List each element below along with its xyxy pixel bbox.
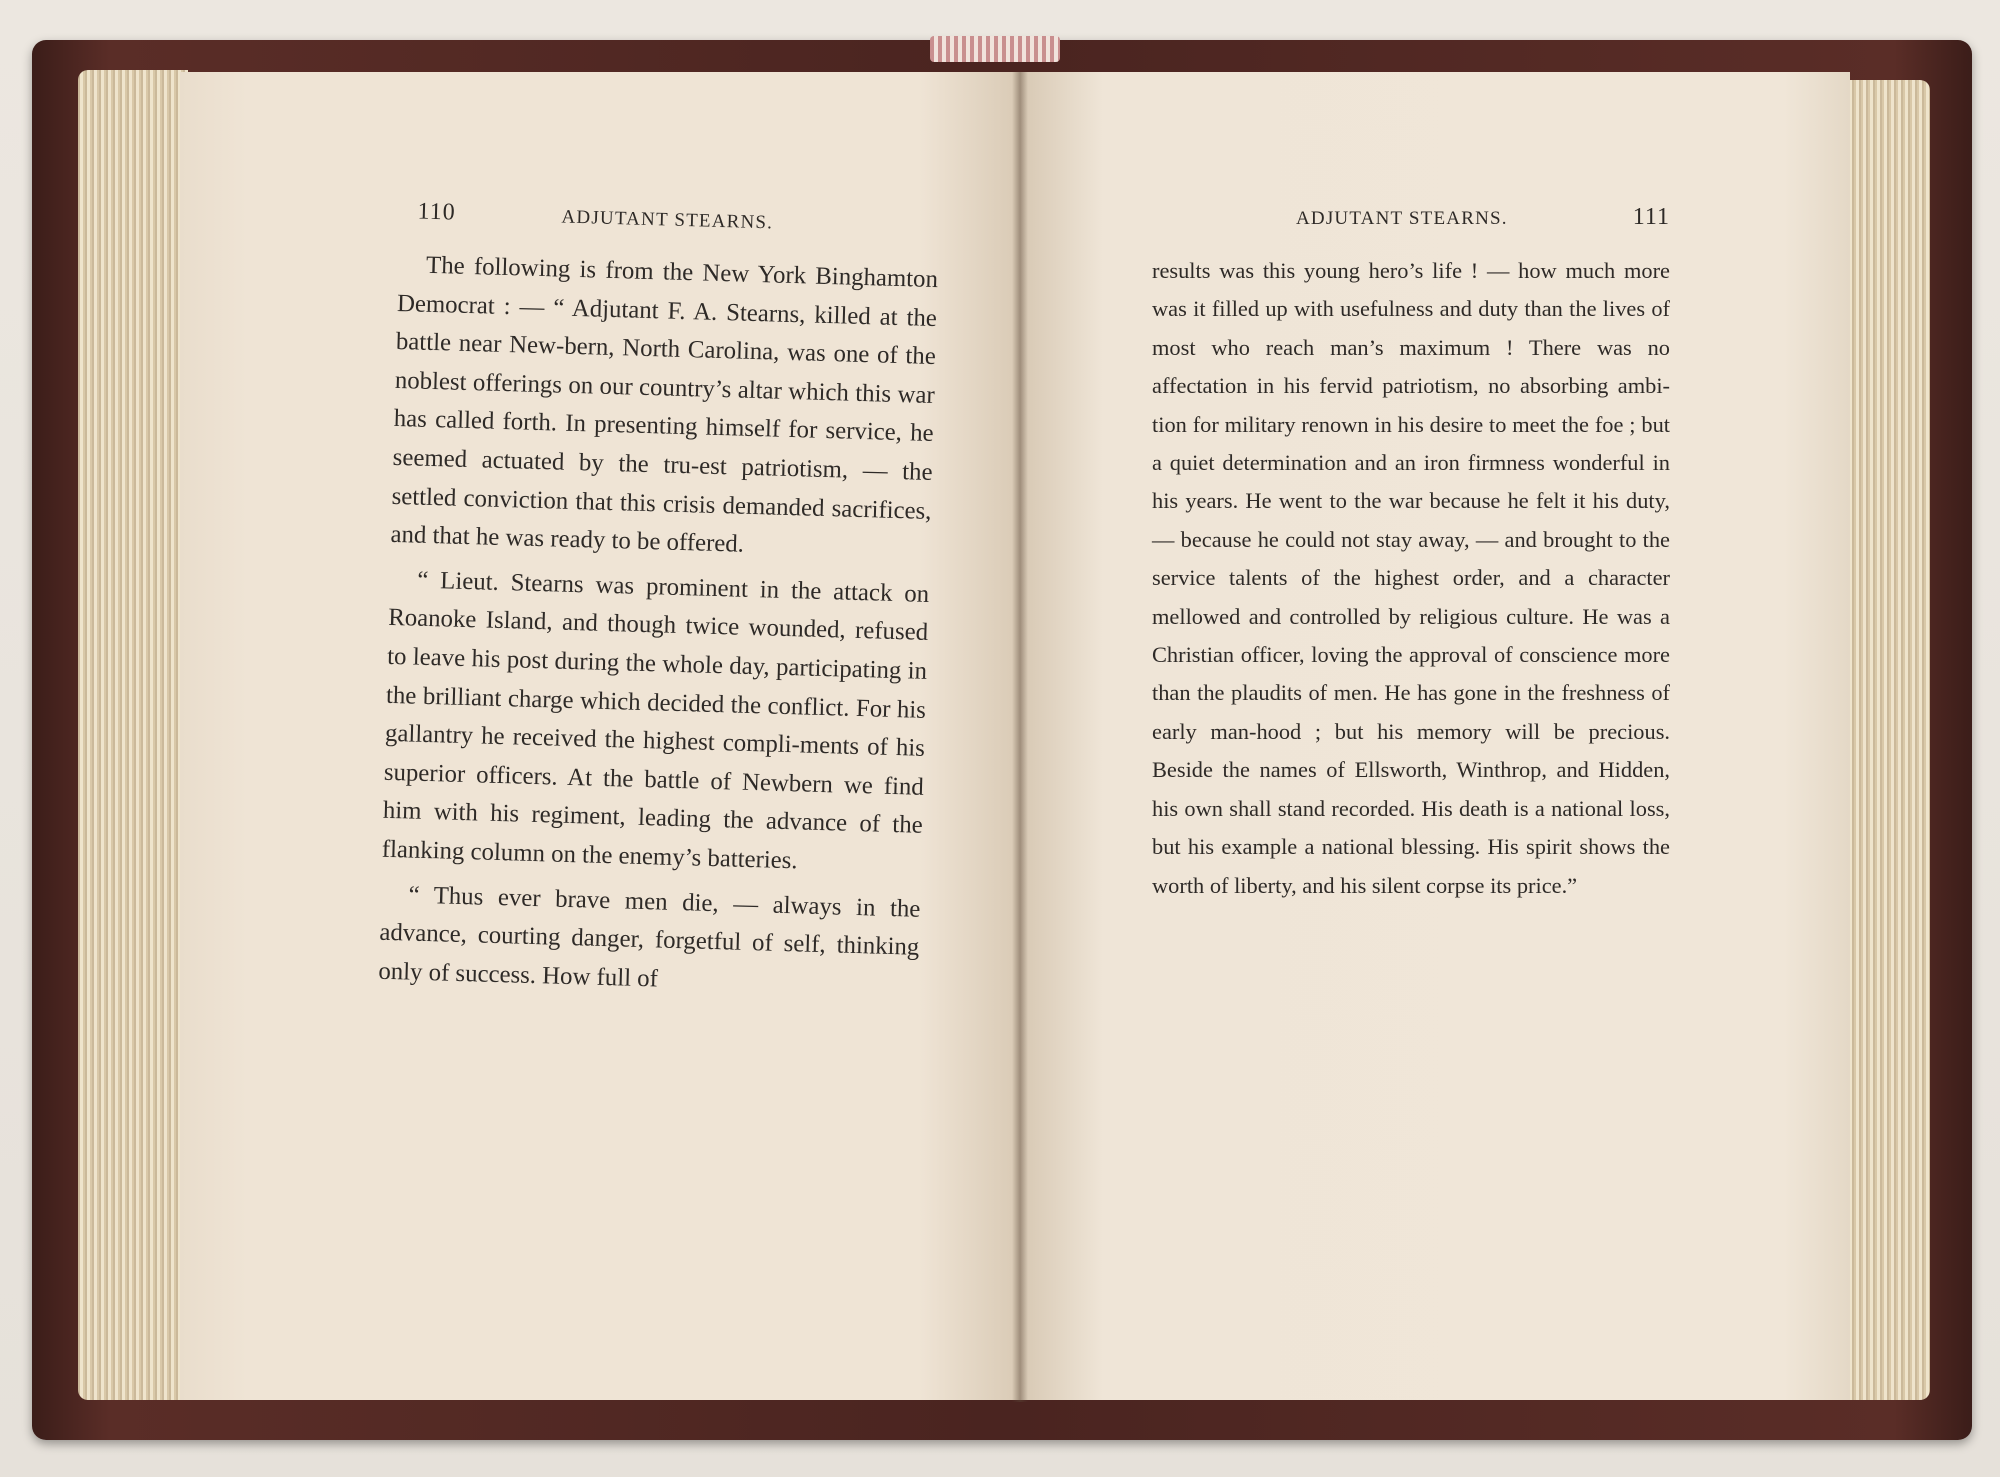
running-title-right: ADJUTANT STEARNS. [1296, 208, 1508, 229]
page-edges-right [1840, 80, 1930, 1400]
book-gutter [1012, 72, 1028, 1402]
right-page-text [1152, 204, 1670, 905]
left-page-text [378, 198, 940, 1006]
paragraph: The following is from the New York Binghamton Democrat : — “ Adjutant F. A. Stearns, killed at the battle near New-bern, North Carolina, was one of the noblest offerings on our country’s altar which this war has called forth. In presenting himself for service, he seemed actuated by the tru-est patriotism, — the settled conviction that this crisis demanded sacrifices, and that he was ready to be offered. [390, 251, 939, 558]
page-edges-left [78, 70, 188, 1400]
right-running-head [1152, 204, 1670, 238]
page-number-left: 110 [417, 198, 457, 226]
paragraph: results was this young hero’s life ! — how much more was it filled up with usefulness and duty than the lives of most who reach man’s maximum ! There was no affectation in his fervid patriotism, no absorbing ambi-tion for military renown in his desire to meet the foe ; but a quiet determination and an iron firmness wonderful in his years. He went to the war because he felt it his duty, — because he could not stay away, — and brought to the service talents of the highest order, and a character mellowed and controlled by religious culture. He was a Christian officer, loving the approval of conscience more than the plaudits of men. He has gone in the freshness of early man-hood ; but his memory will be precious. Beside the names of Ellsworth, Winthrop, and Hidden, his own shall stand recorded. His death is a national loss, but his example a national blessing. His spirit shows the worth of liberty, and his silent corpse its price.” [1152, 258, 1670, 898]
paragraph: “ Thus ever brave men die, — always in the advance, courting danger, forgetful of self, thinking only of success. How full of [378, 881, 921, 993]
running-title-left: ADJUTANT STEARNS. [561, 206, 774, 234]
page-number-right: 111 [1632, 204, 1670, 230]
paragraph: “ Lieut. Stearns was prominent in the attack on Roanoke Island, and though twice wounded, refused to leave his post during the whole day, participating in the brilliant charge which decided the conflict. For his gallantry he received the highest compli-ments of his superior officers. At the battle of Newbern we find him with his regiment, leading the advance of the flanking column on the enemy’s batteries. [381, 566, 930, 875]
headband [930, 36, 1060, 62]
